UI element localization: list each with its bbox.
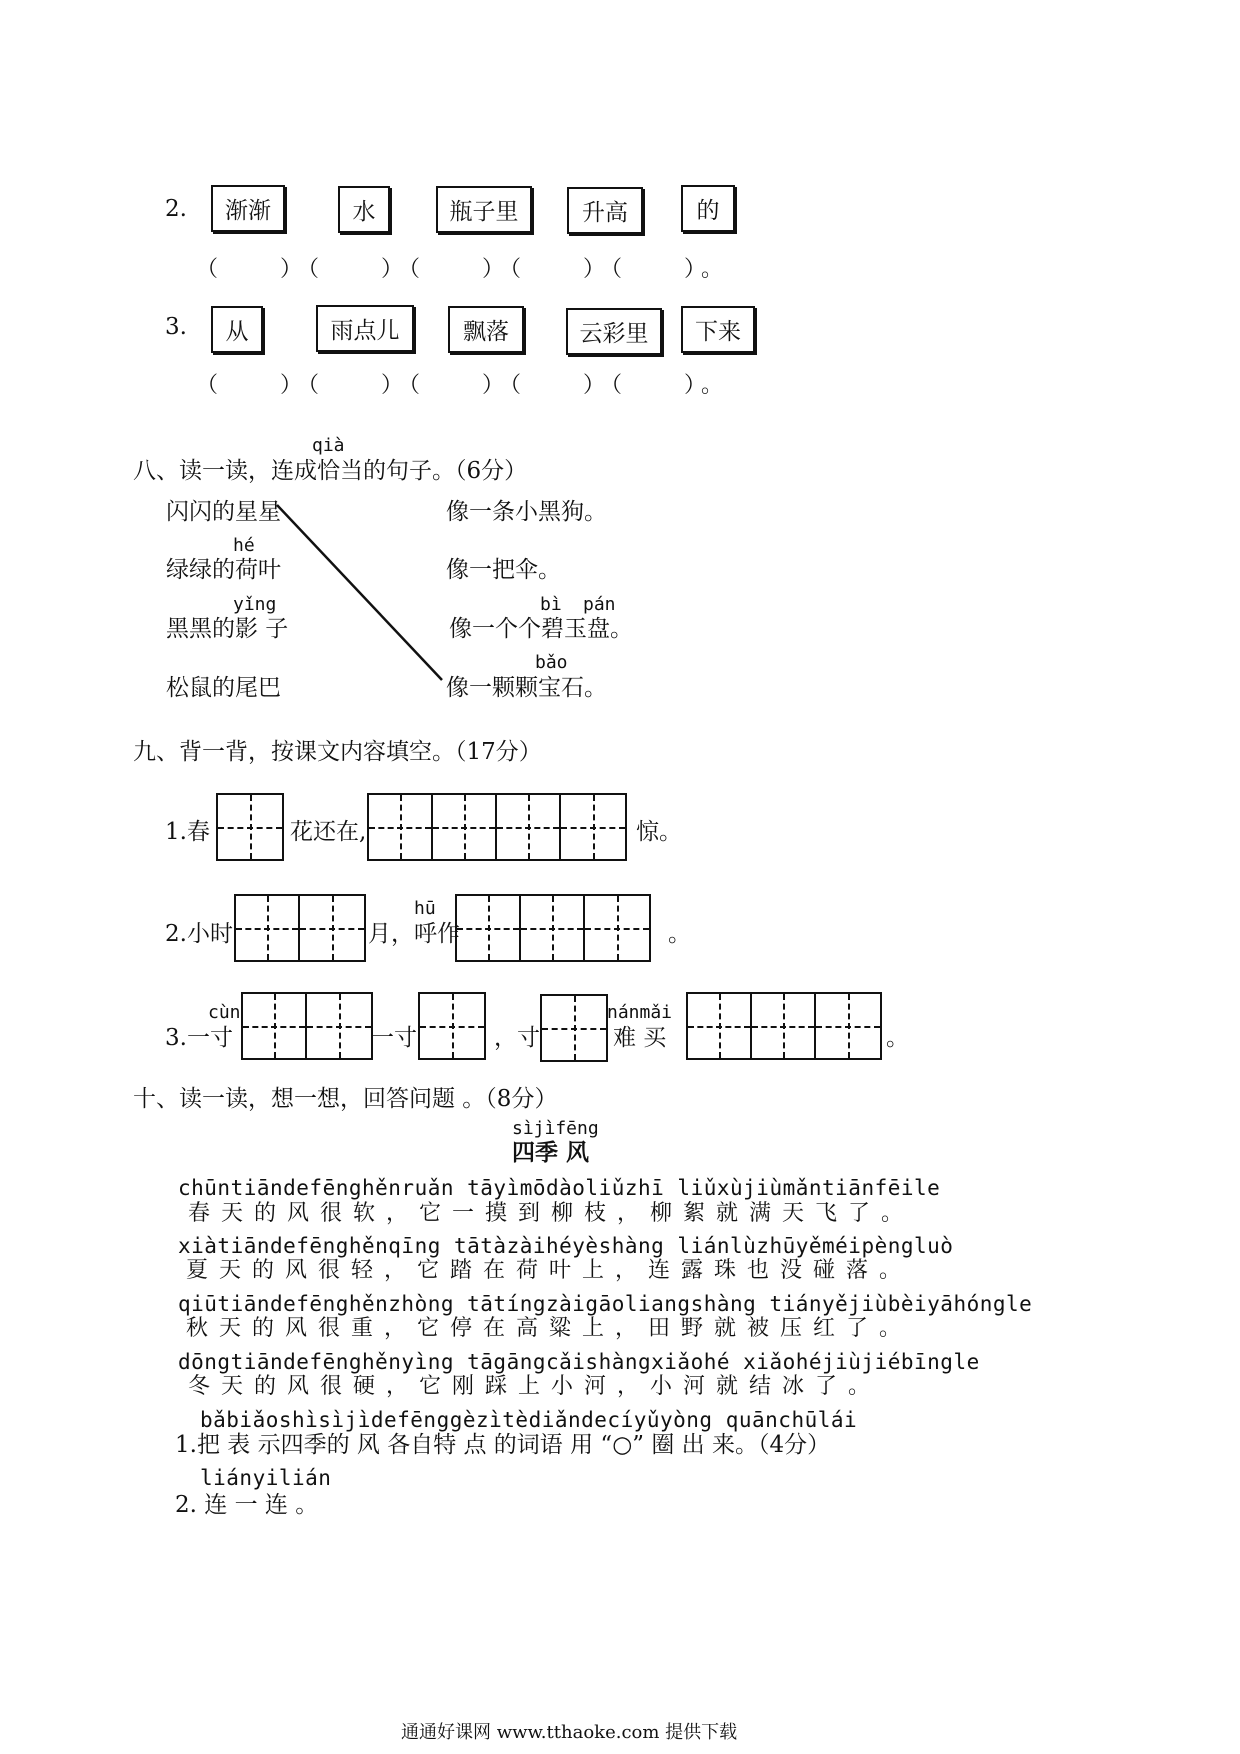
poem-line: 春天的风很软，它一摸到柳枝，柳絮就满天飞了。 bbox=[188, 1201, 915, 1226]
poem-title-pinyin: sìjìfēng bbox=[512, 1118, 599, 1139]
writing-grid[interactable] bbox=[540, 994, 608, 1062]
match-left-item: 绿绿的荷叶 bbox=[166, 557, 281, 583]
poem-line: 夏天的风很轻，它踏在荷叶上，连露珠也没碰落。 bbox=[186, 1258, 913, 1283]
question-pinyin: liányilián bbox=[200, 1466, 332, 1490]
pinyin-annotation: hé bbox=[233, 535, 255, 556]
pinyin-annotation: yǐng bbox=[233, 594, 277, 615]
fill-text: 难 买 bbox=[613, 1025, 667, 1051]
writing-grid[interactable] bbox=[367, 793, 627, 861]
question-pinyin: bǎbiǎoshìsìjìdefēnggèzìtèdiǎndecíyǔyòng quānchūlái bbox=[200, 1408, 858, 1432]
writing-grid[interactable] bbox=[241, 992, 373, 1060]
poem-pinyin-line: chūntiāndefēnghěnruǎn tāyìmōdàoliǔzhī liǔxùjiùmǎntiānfēile bbox=[178, 1176, 941, 1200]
section-title: 十、读一读，想一想，回答问题 。（8分） bbox=[133, 1086, 558, 1112]
word-card: 的 bbox=[681, 185, 735, 232]
item-number: 2. bbox=[165, 196, 187, 222]
fill-text: 3.一寸 bbox=[165, 1025, 233, 1051]
fill-text: 一寸 bbox=[371, 1025, 417, 1051]
section-title: 九、背一背，按课文内容填空。（17分） bbox=[133, 739, 542, 765]
question-1: 1.把 表 示四季的 风 各自特 点 的词语 用 “○” 圈 出 来。（4分） bbox=[175, 1432, 831, 1458]
writing-grid[interactable] bbox=[686, 992, 882, 1060]
writing-grid[interactable] bbox=[455, 894, 651, 962]
fill-text: 。 bbox=[886, 1025, 909, 1051]
poem-line: 冬天的风很硬，它刚踩上小河，小河就结冰了。 bbox=[188, 1374, 882, 1399]
writing-grid[interactable] bbox=[234, 894, 366, 962]
word-card: 云彩里 bbox=[566, 308, 662, 355]
pinyin-annotation: bǎo bbox=[535, 652, 568, 673]
match-right-item: 像一条小黑狗。 bbox=[446, 499, 607, 525]
writing-grid[interactable] bbox=[216, 793, 284, 861]
pinyin-annotation: pán bbox=[583, 594, 616, 615]
fill-text: ，寸 bbox=[494, 1025, 540, 1051]
pinyin-annotation: qià bbox=[312, 435, 345, 456]
section-title: 八、读一读，连成恰当的句子。（6分） bbox=[133, 458, 528, 484]
match-right-item: 像一颗颗宝石。 bbox=[446, 675, 607, 701]
poem-pinyin-line: xiàtiāndefēnghěnqīng tātàzàihéyèshàng liánlùzhūyěméipèngluò bbox=[178, 1234, 954, 1258]
writing-grid[interactable] bbox=[418, 992, 486, 1060]
footer-credit: 通通好课网 www.tthaoke.com 提供下载 bbox=[401, 1722, 738, 1743]
fill-text: 惊。 bbox=[636, 819, 682, 845]
match-left-item: 黑黑的影 子 bbox=[166, 616, 289, 642]
item-number: 3. bbox=[165, 314, 187, 340]
word-card: 升高 bbox=[567, 187, 643, 234]
pinyin-annotation: nánmǎi bbox=[607, 1002, 673, 1023]
word-card: 水 bbox=[338, 186, 390, 233]
word-card: 渐渐 bbox=[211, 185, 285, 232]
answer-blanks: （ ）（ ）（ ）（ ）（ ）。 bbox=[196, 373, 730, 398]
word-card: 瓶子里 bbox=[436, 186, 532, 233]
pinyin-annotation: cùn bbox=[208, 1002, 241, 1023]
poem-pinyin-line: dōngtiāndefēnghěnyìng tāgāngcǎishàngxiǎohé xiǎohéjiùjiébīngle bbox=[178, 1350, 980, 1374]
fill-text: 2.小时 bbox=[165, 921, 233, 947]
fill-text: 月，呼作 bbox=[368, 921, 460, 947]
answer-blanks: （ ）（ ）（ ）（ ）（ ）。 bbox=[196, 257, 730, 282]
pinyin-annotation: hū bbox=[414, 898, 436, 919]
match-left-item: 闪闪的星星 bbox=[166, 499, 281, 525]
poem-line: 秋天的风很重，它停在高粱上，田野就被压红了。 bbox=[186, 1316, 913, 1341]
pinyin-annotation: bì bbox=[540, 594, 562, 615]
match-right-item: 像一个个碧玉盘。 bbox=[449, 616, 633, 642]
question-2: 2. 连 一 连 。 bbox=[175, 1492, 319, 1518]
word-card: 飘落 bbox=[448, 306, 524, 353]
word-card: 从 bbox=[211, 306, 263, 353]
fill-text: 。 bbox=[668, 921, 691, 947]
fill-text: 花还在, bbox=[290, 819, 367, 845]
word-card: 雨点儿 bbox=[316, 305, 414, 352]
match-right-item: 像一把伞。 bbox=[446, 557, 561, 583]
word-card: 下来 bbox=[681, 306, 755, 353]
poem-pinyin-line: qiūtiāndefēnghěnzhòng tātíngzàigāoliangshàng tiányějiùbèiyāhóngle bbox=[178, 1292, 1033, 1316]
fill-text: 1.春 bbox=[165, 819, 210, 845]
poem-title: 四季 风 bbox=[512, 1139, 590, 1166]
match-left-item: 松鼠的尾巴 bbox=[166, 675, 281, 701]
